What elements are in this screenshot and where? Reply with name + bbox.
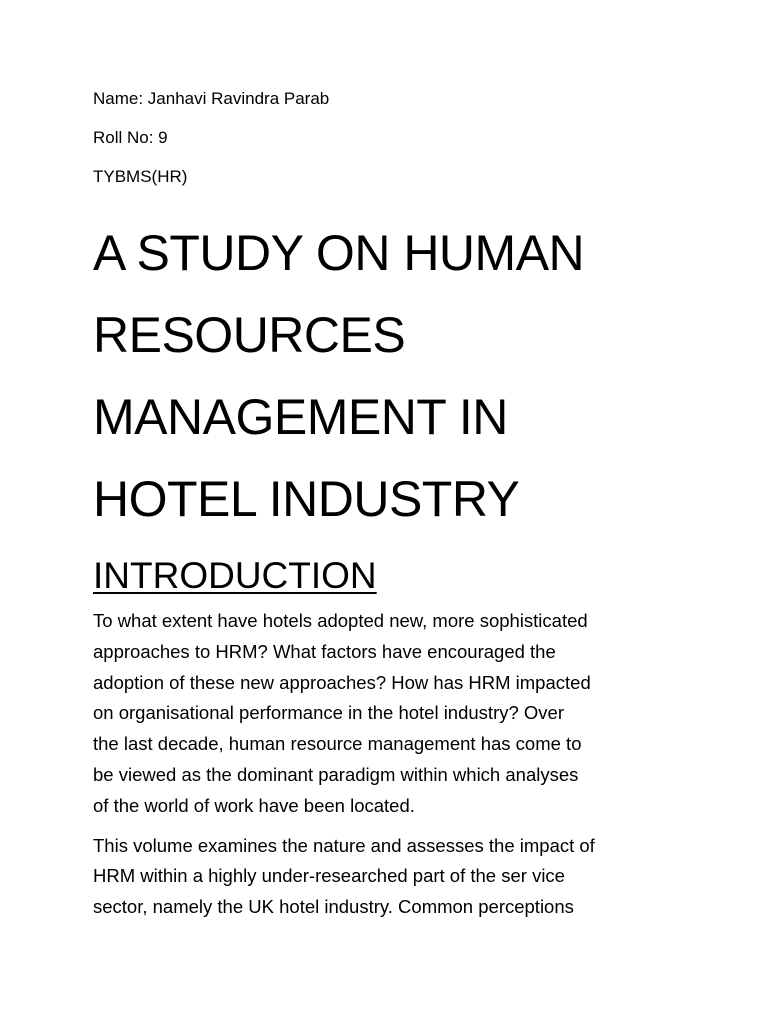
- paragraph-line: of the world of work have been located.: [93, 794, 415, 816]
- paragraph-line: adoption of these new approaches? How has HRM impacted: [93, 671, 591, 693]
- section-heading-introduction: INTRODUCTION: [93, 555, 377, 596]
- paragraph-line: HRM within a highly under-researched part of the ser vice: [93, 865, 565, 887]
- title-line: HOTEL INDUSTRY: [93, 471, 520, 527]
- title-line: A STUDY ON HUMAN: [93, 225, 585, 281]
- paragraph-1: [93, 606, 693, 822]
- title-line: RESOURCES: [93, 307, 406, 363]
- class-name: TYBMS(HR): [93, 167, 188, 186]
- document-title: [93, 212, 693, 540]
- student-name: Name: Janhavi Ravindra Parab: [93, 89, 330, 108]
- title-line: MANAGEMENT IN: [93, 389, 508, 445]
- paragraph-line: on organisational performance in the hotel industry? Over: [93, 702, 564, 724]
- paragraph-line: To what extent have hotels adopted new, more sophisticated: [93, 610, 588, 631]
- paragraph-line: be viewed as the dominant paradigm within which analyses: [93, 763, 579, 785]
- document-content: [93, 86, 693, 932]
- paragraph-line: approaches to HRM? What factors have encouraged the: [93, 640, 556, 662]
- paragraph-2: [93, 831, 693, 923]
- paragraph-line: sector, namely the UK hotel industry. Common perceptions: [93, 896, 574, 918]
- paragraph-line: This volume examines the nature and assesses the impact of: [93, 834, 595, 856]
- roll-number: Roll No: 9: [93, 128, 168, 147]
- paragraph-line: the last decade, human resource management has come to: [93, 733, 582, 755]
